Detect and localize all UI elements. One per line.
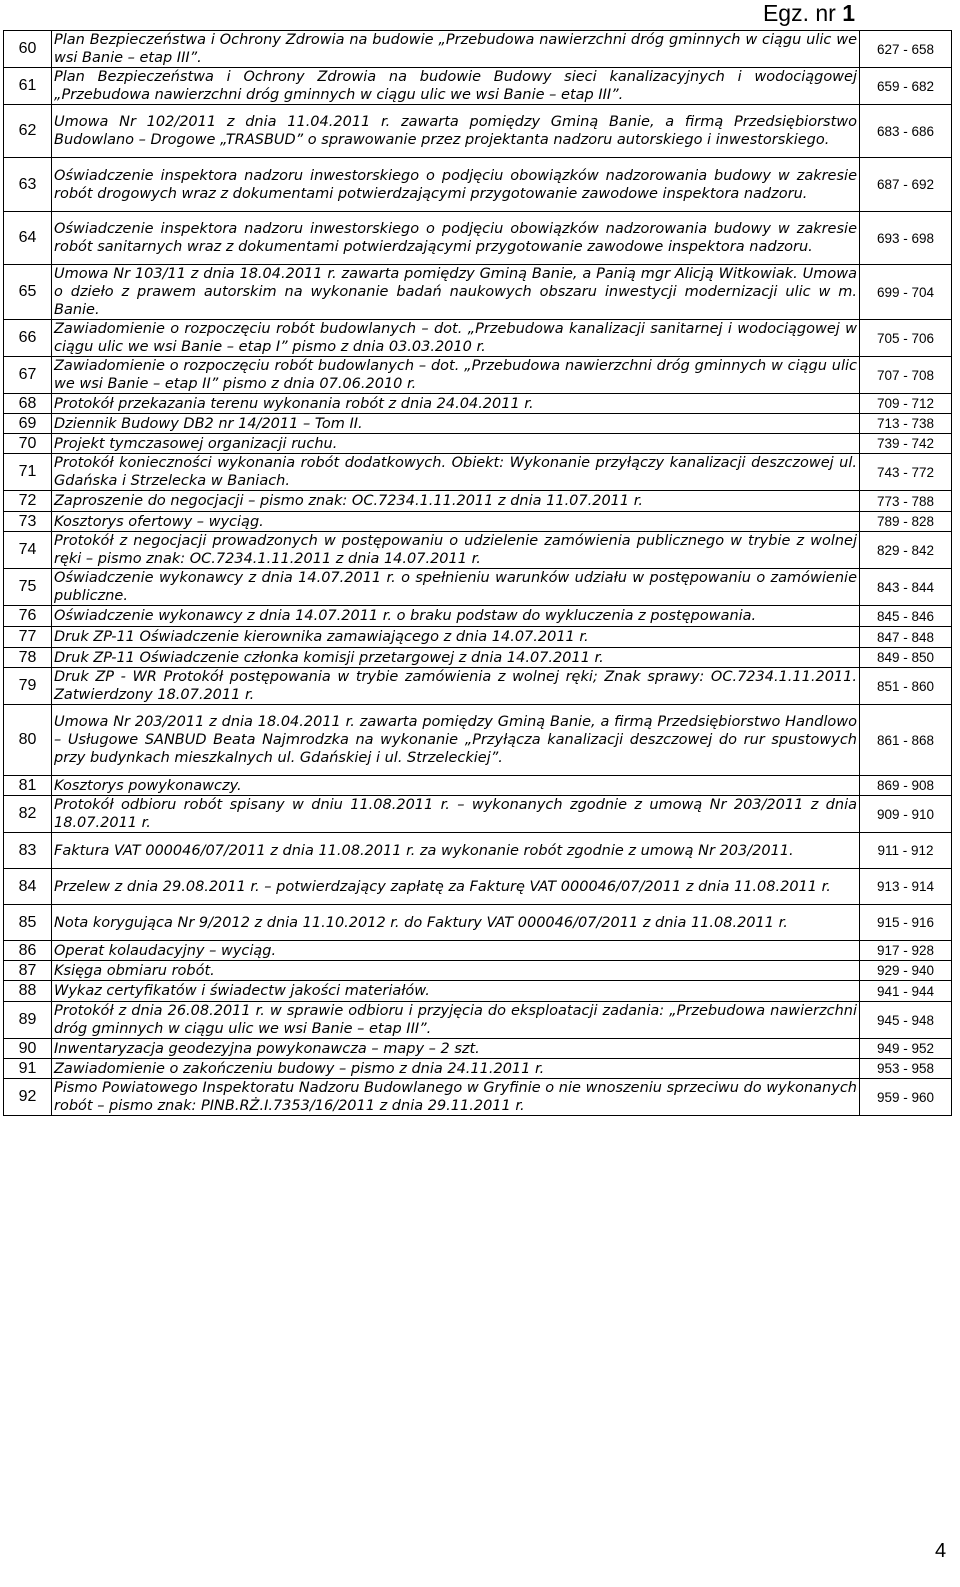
row-description: Plan Bezpieczeństwa i Ochrony Zdrowia na budowie „Przebudowa nawierzchni dróg gminnych w ciągu ulic we wsi Banie – etap III”. [52,31,860,68]
row-pages: 941 - 944 [860,981,952,1002]
table-row [4,981,952,1002]
row-number: 80 [4,705,52,776]
row-pages: 869 - 908 [860,776,952,796]
table-row [4,414,952,434]
row-pages: 959 - 960 [860,1079,952,1116]
row-description: Protokół z negocjacji prowadzonych w postępowaniu o udzielenie zamówienia publicznego w trybie z wolnej ręki – pismo znak: OC.7234.1.11.2011 z dnia 14.07.2011 r. [52,532,860,569]
copy-number-label [763,0,855,27]
row-number: 90 [4,1039,52,1059]
row-description: Protokół konieczności wykonania robót dodatkowych. Obiekt: Wykonanie przyłączy kanalizacji deszczowej ul. Gdańska i Strzelecka w Baniach. [52,454,860,491]
row-number: 79 [4,668,52,705]
row-number: 70 [4,434,52,454]
row-number: 82 [4,796,52,833]
table-row [4,512,952,532]
table-row [4,105,952,158]
table-row [4,627,952,648]
table-row [4,1002,952,1039]
row-number: 89 [4,1002,52,1039]
table-row [4,454,952,491]
table-row [4,357,952,394]
row-pages: 829 - 842 [860,532,952,569]
row-number: 86 [4,941,52,961]
table-row [4,796,952,833]
row-number: 85 [4,905,52,941]
row-number: 91 [4,1059,52,1079]
row-pages: 915 - 916 [860,905,952,941]
row-description: Oświadczenie wykonawcy z dnia 14.07.2011 r. o braku podstaw do wykluczenia z postępowania. [52,606,860,627]
row-description: Zawiadomienie o zakończeniu budowy – pismo z dnia 24.11.2011 r. [52,1059,860,1079]
row-description: Druk ZP-11 Oświadczenie członka komisji przetargowej z dnia 14.07.2011 r. [52,648,860,668]
row-description: Zaproszenie do negocjacji – pismo znak: OC.7234.1.11.2011 z dnia 11.07.2011 r. [52,491,860,512]
table-row [4,606,952,627]
row-pages: 743 - 772 [860,454,952,491]
table-row [4,1079,952,1116]
page-number: 4 [935,1540,947,1562]
table-row [4,569,952,606]
index-rows [4,31,952,1116]
row-description: Zawiadomienie o rozpoczęciu robót budowlanych – dot. „Przebudowa kanalizacji sanitarnej i wodociągowej w ciągu ulic we wsi Banie – etap I” pismo z dnia 03.03.2010 r. [52,320,860,357]
row-pages: 789 - 828 [860,512,952,532]
row-description: Inwentaryzacja geodezyjna powykonawcza – mapy – 2 szt. [52,1039,860,1059]
row-number: 66 [4,320,52,357]
row-description: Protokół z dnia 26.08.2011 r. w sprawie odbioru i przyjęcia do eksploatacji zadania: „Przebudowa nawierzchni dróg gminnych w ciągu ulic we wsi Banie – etap III”. [52,1002,860,1039]
row-pages: 699 - 704 [860,265,952,320]
row-description: Projekt tymczasowej organizacji ruchu. [52,434,860,454]
row-number: 65 [4,265,52,320]
row-number: 73 [4,512,52,532]
table-row [4,869,952,905]
table-row [4,1059,952,1079]
row-number: 84 [4,869,52,905]
row-description: Oświadczenie inspektora nadzoru inwestorskiego o podjęciu obowiązków nadzorowania budowy w zakresie robót sanitarnych wraz z dokumentami potwierdzającymi przygotowanie zawodowe inspektora nadzoru. [52,212,860,265]
row-pages: 687 - 692 [860,158,952,212]
row-pages: 843 - 844 [860,569,952,606]
row-number: 87 [4,961,52,981]
table-row [4,776,952,796]
row-pages: 849 - 850 [860,648,952,668]
row-pages: 851 - 860 [860,668,952,705]
row-pages: 929 - 940 [860,961,952,981]
row-pages: 909 - 910 [860,796,952,833]
table-row [4,905,952,941]
table-row [4,941,952,961]
table-row [4,434,952,454]
table-row [4,394,952,414]
row-description: Dziennik Budowy DB2 nr 14/2011 – Tom II. [52,414,860,434]
row-description: Umowa Nr 203/2011 z dnia 18.04.2011 r. zawarta pomiędzy Gminą Banie, a firmą Przedsiębiorstwo Handlowo – Usługowe SANBUD Beata Najmrodzka na wykonanie „Przyłącza kanalizacji deszczowej do rur spustowych przy budynkach mieszkalnych ul. Gdańskiej i ul. Strzeleckiej”. [52,705,860,776]
table-row [4,648,952,668]
row-description: Faktura VAT 000046/07/2011 z dnia 11.08.2011 r. za wykonanie robót zgodnie z umową Nr 203/2011. [52,833,860,869]
row-description: Kosztorys ofertowy – wyciąg. [52,512,860,532]
row-number: 76 [4,606,52,627]
row-pages: 627 - 658 [860,31,952,68]
row-pages: 917 - 928 [860,941,952,961]
row-number: 63 [4,158,52,212]
row-pages: 911 - 912 [860,833,952,869]
row-pages: 845 - 846 [860,606,952,627]
row-number: 72 [4,491,52,512]
row-pages: 713 - 738 [860,414,952,434]
copy-prefix: Egz. nr [762,0,836,26]
row-pages: 683 - 686 [860,105,952,158]
row-pages: 707 - 708 [860,357,952,394]
row-pages: 693 - 698 [860,212,952,265]
copy-number: 1 [842,0,855,26]
row-description: Umowa Nr 102/2011 z dnia 11.04.2011 r. zawarta pomiędzy Gminą Banie, a firmą Przedsiębiorstwo Budowlano – Drogowe „TRASBUD” o sprawowanie przez projektanta nadzoru autorskiego i inwestorskiego. [52,105,860,158]
row-pages: 953 - 958 [860,1059,952,1079]
row-number: 71 [4,454,52,491]
row-number: 60 [4,31,52,68]
row-description: Plan Bezpieczeństwa i Ochrony Zdrowia na budowie Budowy sieci kanalizacyjnych i wodociągowej „Przebudowa nawierzchni dróg gminnych w ciągu ulic we wsi Banie – etap III”. [52,68,860,105]
row-pages: 773 - 788 [860,491,952,512]
row-number: 77 [4,627,52,648]
row-description: Druk ZP-11 Oświadczenie kierownika zamawiającego z dnia 14.07.2011 r. [52,627,860,648]
row-pages: 705 - 706 [860,320,952,357]
row-pages: 739 - 742 [860,434,952,454]
row-number: 62 [4,105,52,158]
table-row [4,158,952,212]
row-pages: 913 - 914 [860,869,952,905]
row-pages: 861 - 868 [860,705,952,776]
row-description: Kosztorys powykonawczy. [52,776,860,796]
row-pages: 847 - 848 [860,627,952,648]
table-row [4,705,952,776]
row-description: Oświadczenie inspektora nadzoru inwestorskiego o podjęciu obowiązków nadzorowania budowy w zakresie robót drogowych wraz z dokumentami potwierdzającymi przygotowanie zawodowe inspektora nadzoru. [52,158,860,212]
row-pages: 945 - 948 [860,1002,952,1039]
row-number: 61 [4,68,52,105]
table-row [4,31,952,68]
table-row [4,1039,952,1059]
table-row [4,265,952,320]
document-index-table [3,30,952,1116]
table-row [4,68,952,105]
table-row [4,491,952,512]
row-description: Nota korygująca Nr 9/2012 z dnia 11.10.2012 r. do Faktury VAT 000046/07/2011 z dnia 11.08.2011 r. [52,905,860,941]
row-number: 75 [4,569,52,606]
row-number: 83 [4,833,52,869]
row-description: Oświadczenie wykonawcy z dnia 14.07.2011 r. o spełnieniu warunków udziału w postępowaniu o zamówienie publiczne. [52,569,860,606]
row-number: 88 [4,981,52,1002]
table-row [4,961,952,981]
row-description: Operat kolaudacyjny – wyciąg. [52,941,860,961]
table-row [4,833,952,869]
row-number: 64 [4,212,52,265]
row-description: Druk ZP - WR Protokół postępowania w trybie zamówienia z wolnej ręki; Znak sprawy: OC.7234.1.11.2011. Zatwierdzony 18.07.2011 r. [52,668,860,705]
row-number: 78 [4,648,52,668]
row-description: Księga obmiaru robót. [52,961,860,981]
row-number: 74 [4,532,52,569]
row-description: Umowa Nr 103/11 z dnia 18.04.2011 r. zawarta pomiędzy Gminą Banie, a Panią mgr Alicją Witkowiak. Umowa o dzieło z prawem autorskim na wykonanie badań naukowych obszaru inwestycji modernizacji ulic w m. Banie. [52,265,860,320]
row-number: 92 [4,1079,52,1116]
row-number: 81 [4,776,52,796]
row-description: Wykaz certyfikatów i świadectw jakości materiałów. [52,981,860,1002]
table-row [4,320,952,357]
row-number: 69 [4,414,52,434]
table-row [4,532,952,569]
row-number: 68 [4,394,52,414]
row-pages: 709 - 712 [860,394,952,414]
row-description: Protokół odbioru robót spisany w dniu 11.08.2011 r. – wykonanych zgodnie z umową Nr 203/2011 z dnia 18.07.2011 r. [52,796,860,833]
row-description: Pismo Powiatowego Inspektoratu Nadzoru Budowlanego w Gryfinie o nie wnoszeniu sprzeciwu do wykonanych robót – pismo znak: PINB.RŻ.I.7353/16/2011 z dnia 29.11.2011 r. [52,1079,860,1116]
row-description: Protokół przekazania terenu wykonania robót z dnia 24.04.2011 r. [52,394,860,414]
row-pages: 949 - 952 [860,1039,952,1059]
table-row [4,212,952,265]
row-number: 67 [4,357,52,394]
table-row [4,668,952,705]
row-description: Przelew z dnia 29.08.2011 r. – potwierdzający zapłatę za Fakturę VAT 000046/07/2011 z dnia 11.08.2011 r. [52,869,860,905]
row-pages: 659 - 682 [860,68,952,105]
row-description: Zawiadomienie o rozpoczęciu robót budowlanych – dot. „Przebudowa nawierzchni dróg gminnych w ciągu ulic we wsi Banie – etap II” pismo z dnia 07.06.2010 r. [52,357,860,394]
